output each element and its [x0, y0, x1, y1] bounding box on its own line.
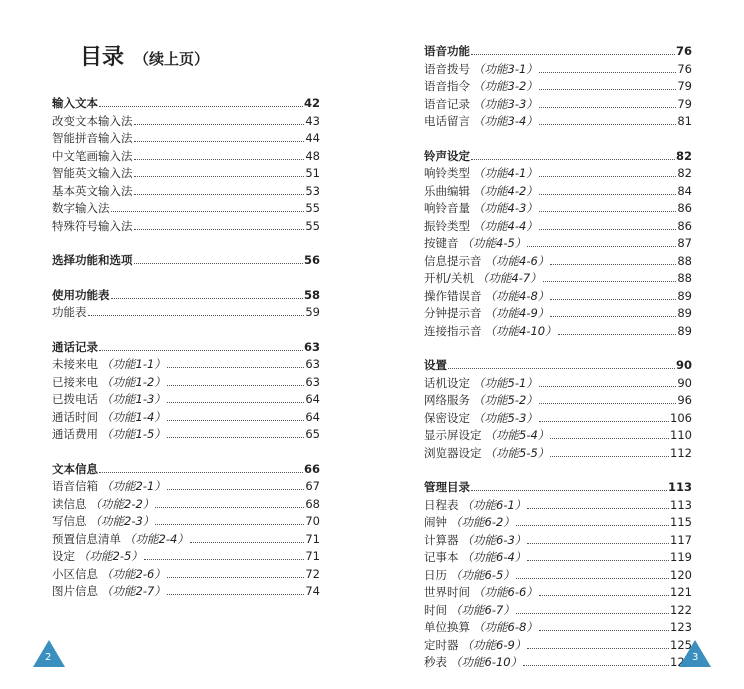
dot-leader: [167, 437, 305, 438]
dot-leader: [134, 141, 305, 142]
page-number: 55: [305, 201, 320, 215]
toc-entry[interactable]: [52, 548, 320, 566]
page-number: 48: [305, 148, 320, 163]
page-number: 86: [677, 201, 692, 215]
entry-title: 功能表: [52, 305, 87, 319]
toc-entry[interactable]: [424, 113, 692, 131]
entry-function-code: （功能5-3）: [473, 410, 538, 425]
dot-leader: [111, 211, 305, 212]
toc-entry[interactable]: [424, 288, 692, 306]
entry-function-code: （功能6-4）: [461, 550, 527, 564]
page-title: [80, 40, 209, 71]
toc-entry[interactable]: [52, 218, 320, 236]
toc-entry[interactable]: [52, 496, 320, 514]
toc-entry[interactable]: [52, 200, 320, 218]
toc-entry[interactable]: [52, 531, 320, 549]
toc-right-column: [424, 43, 692, 689]
entry-function-code: （功能2-3）: [89, 514, 155, 528]
toc-section-heading[interactable]: [52, 461, 320, 479]
toc-entry[interactable]: [424, 445, 692, 463]
entry-function-code: （功能6-9）: [461, 637, 527, 652]
toc-section: [424, 148, 692, 341]
page-number: 74: [305, 584, 320, 598]
entry-function-code: （功能1-2）: [101, 374, 166, 389]
entry-title: 日历: [424, 567, 447, 582]
entry-title: 小区信息: [52, 566, 98, 581]
page-number: 126: [670, 655, 692, 669]
page-number: 72: [305, 566, 320, 581]
dot-leader: [550, 316, 676, 317]
dot-leader: [88, 315, 305, 316]
dot-leader: [190, 542, 305, 543]
toc-section-heading[interactable]: [424, 43, 692, 61]
entry-function-code: （功能4-8）: [484, 288, 550, 303]
toc-section: [52, 461, 320, 601]
toc-entry[interactable]: [424, 497, 692, 515]
dot-leader: [539, 403, 677, 404]
page-number: 87: [677, 236, 692, 250]
title-continued: （续上页）: [134, 50, 210, 68]
page-number: 53: [305, 183, 320, 198]
page-number: 115: [670, 515, 692, 529]
toc-entry[interactable]: [424, 218, 692, 236]
toc-entry[interactable]: [424, 253, 692, 271]
entry-function-code: （功能3-1）: [473, 61, 538, 76]
page-number: 67: [305, 479, 320, 493]
page-number: 88: [677, 271, 692, 285]
entry-function-code: （功能4-5）: [461, 236, 527, 250]
toc-entry[interactable]: [424, 165, 692, 183]
entry-function-code: （功能6-7）: [450, 602, 515, 617]
toc-entry[interactable]: [424, 637, 692, 655]
dot-leader: [516, 613, 669, 614]
toc-entry[interactable]: [424, 305, 692, 323]
toc-section: [424, 43, 692, 131]
entry-title: 信息提示音: [424, 253, 482, 268]
entry-function-code: （功能5-2）: [473, 393, 538, 407]
entry-function-code: （功能1-5）: [101, 427, 166, 441]
page-number: 112: [670, 445, 692, 460]
entry-title: 振铃类型: [424, 218, 470, 233]
entry-title: 定时器: [424, 637, 459, 652]
toc-entry[interactable]: [52, 165, 320, 183]
toc-section: [52, 95, 320, 235]
entry-title: 读信息: [52, 496, 87, 511]
dot-leader: [550, 299, 676, 300]
dot-leader: [539, 630, 669, 631]
page-number: 71: [305, 549, 320, 563]
dot-leader: [111, 298, 303, 299]
page-number: 65: [305, 427, 320, 441]
entry-title: 未接来电: [52, 357, 98, 371]
page-number: 120: [670, 567, 692, 582]
toc-entry[interactable]: [52, 356, 320, 374]
entry-title: 改变文本输入法: [52, 113, 133, 128]
entry-title: 数字输入法: [52, 201, 110, 215]
page-number: 88: [677, 253, 692, 268]
page-number: 44: [305, 131, 320, 145]
entry-function-code: （功能2-1）: [101, 479, 166, 493]
entry-function-code: （功能3-4）: [473, 114, 538, 128]
entry-title: 已接来电: [52, 374, 98, 389]
toc-entry[interactable]: [424, 96, 692, 114]
entry-title: 开机/关机: [424, 271, 474, 285]
dot-leader: [539, 595, 669, 596]
dot-leader: [539, 107, 677, 108]
page-number: 96: [677, 393, 692, 407]
toc-section-heading[interactable]: [424, 479, 692, 497]
entry-title: 话机设定: [424, 375, 470, 390]
entry-title: 智能英文输入法: [52, 166, 133, 180]
entry-title: 连接指示音: [424, 323, 482, 338]
toc-entry[interactable]: [52, 391, 320, 409]
toc-entry[interactable]: [424, 200, 692, 218]
entry-function-code: （功能6-6）: [473, 585, 538, 599]
entry-title: 特殊符号输入法: [52, 218, 133, 233]
page-number: 90: [675, 358, 692, 372]
page-number: 81: [677, 114, 692, 128]
section-title: 设置: [424, 358, 447, 372]
entry-function-code: （功能3-2）: [473, 79, 538, 93]
toc-entry[interactable]: [424, 602, 692, 620]
page-number: 84: [677, 183, 692, 198]
page-number: 66: [303, 461, 320, 476]
page-number: 64: [305, 409, 320, 424]
entry-function-code: （功能6-1）: [461, 497, 527, 512]
entry-title: 网络服务: [424, 393, 470, 407]
entry-title: 记事本: [424, 550, 459, 564]
dot-leader: [167, 367, 305, 368]
dot-leader: [527, 560, 669, 561]
toc-section-heading[interactable]: [52, 339, 320, 357]
toc-section-heading[interactable]: [52, 287, 320, 305]
entry-title: 语音拨号: [424, 61, 470, 76]
toc-entry[interactable]: [52, 583, 320, 601]
page-number: 125: [670, 637, 692, 652]
toc-section-heading[interactable]: [52, 95, 320, 113]
toc-entry[interactable]: [52, 478, 320, 496]
entry-function-code: （功能4-10）: [484, 323, 557, 338]
entry-title: 浏览器设定: [424, 445, 482, 460]
toc-entry[interactable]: [424, 61, 692, 79]
toc-entry[interactable]: [52, 148, 320, 166]
page-number: 89: [677, 288, 692, 303]
entry-title: 写信息: [52, 514, 87, 528]
entry-title: 计算器: [424, 532, 459, 547]
entry-title: 时间: [424, 602, 447, 617]
page-number: 63: [305, 374, 320, 389]
entry-function-code: （功能1-4）: [101, 409, 166, 424]
dot-leader: [539, 176, 677, 177]
dot-leader: [527, 543, 669, 544]
section-title: 通话记录: [52, 339, 98, 354]
dot-leader: [167, 577, 305, 578]
page-number: 119: [670, 550, 692, 564]
page-number: 82: [677, 166, 692, 180]
entry-function-code: （功能5-1）: [473, 375, 538, 390]
page-number: 64: [305, 392, 320, 406]
entry-function-code: （功能6-8）: [473, 620, 538, 634]
dot-leader: [543, 281, 677, 282]
dot-leader: [550, 456, 669, 457]
page-number-right: 3: [692, 652, 699, 663]
toc-entry[interactable]: [424, 78, 692, 96]
toc-entry[interactable]: [424, 392, 692, 410]
entry-function-code: （功能4-6）: [484, 253, 550, 268]
entry-function-code: （功能2-5）: [78, 549, 143, 563]
toc-entry[interactable]: [52, 566, 320, 584]
entry-title: 预置信息清单: [52, 531, 121, 546]
entry-title: 语音指令: [424, 79, 470, 93]
page-number: 122: [670, 602, 692, 617]
dot-leader: [550, 264, 676, 265]
toc-section: [52, 252, 320, 270]
entry-title: 按键音: [424, 236, 459, 250]
dot-leader: [539, 194, 677, 195]
entry-function-code: （功能4-7）: [476, 271, 542, 285]
dot-leader: [167, 402, 305, 403]
entry-function-code: （功能4-3）: [473, 201, 538, 215]
dot-leader: [539, 72, 677, 73]
title-main: 目录: [80, 45, 125, 70]
entry-function-code: （功能4-1）: [473, 166, 538, 180]
page-number: 86: [677, 218, 692, 233]
dot-leader: [448, 368, 675, 369]
dot-leader: [167, 385, 305, 386]
entry-title: 单位换算: [424, 620, 470, 634]
toc-entry[interactable]: [52, 113, 320, 131]
toc-entry[interactable]: [52, 409, 320, 427]
dot-leader: [527, 246, 676, 247]
page-number: 71: [305, 531, 320, 546]
entry-title: 日程表: [424, 497, 459, 512]
dot-leader: [134, 263, 303, 264]
dot-leader: [99, 350, 303, 351]
entry-title: 世界时间: [424, 585, 470, 599]
page-number: 68: [305, 496, 320, 511]
dot-leader: [167, 594, 305, 595]
toc-entry[interactable]: [424, 567, 692, 585]
toc-entry[interactable]: [424, 323, 692, 341]
entry-title: 通话费用: [52, 427, 98, 441]
entry-title: 通话时间: [52, 409, 98, 424]
dot-leader: [539, 124, 677, 125]
dot-leader: [539, 421, 669, 422]
page-number: 76: [677, 61, 692, 76]
entry-function-code: （功能1-3）: [101, 392, 166, 406]
page-number: 121: [670, 585, 692, 599]
entry-function-code: （功能4-9）: [484, 306, 550, 320]
dot-leader: [134, 229, 305, 230]
dot-leader: [144, 559, 305, 560]
page-number: 63: [303, 339, 320, 354]
dot-leader: [558, 334, 677, 335]
toc-entry[interactable]: [52, 374, 320, 392]
dot-leader: [539, 229, 677, 230]
entry-title: 乐曲编辑: [424, 183, 470, 198]
dot-leader: [523, 665, 669, 666]
dot-leader: [516, 525, 669, 526]
dot-leader: [539, 386, 677, 387]
entry-title: 语音记录: [424, 96, 470, 111]
page-number: 82: [675, 148, 692, 163]
entry-title: 设定: [52, 549, 75, 563]
dot-leader: [134, 176, 305, 177]
entry-function-code: （功能5-4）: [484, 428, 550, 442]
dot-leader: [550, 438, 669, 439]
entry-title: 秒表: [424, 655, 447, 669]
entry-function-code: （功能3-3）: [473, 96, 538, 111]
section-title: 管理目录: [424, 480, 470, 494]
dot-leader: [99, 472, 303, 473]
section-title: 铃声设定: [424, 148, 470, 163]
page-number: 70: [305, 514, 320, 528]
dot-leader: [471, 159, 675, 160]
page-number: 123: [670, 620, 692, 634]
page-number: 89: [677, 306, 692, 320]
entry-function-code: （功能6-2）: [450, 515, 515, 529]
entry-title: 闹钟: [424, 515, 447, 529]
dot-leader: [527, 648, 669, 649]
entry-title: 响铃音量: [424, 201, 470, 215]
page-number: 79: [677, 96, 692, 111]
entry-title: 中文笔画输入法: [52, 148, 133, 163]
entry-function-code: （功能4-4）: [473, 218, 538, 233]
page-number: 56: [303, 253, 320, 267]
page-number: 59: [305, 305, 320, 319]
entry-function-code: （功能2-6）: [101, 566, 166, 581]
entry-title: 图片信息: [52, 584, 98, 598]
dot-leader: [539, 211, 677, 212]
toc-entry[interactable]: [52, 304, 320, 322]
toc-entry[interactable]: [52, 513, 320, 531]
toc-entry[interactable]: [424, 427, 692, 445]
page-number: 113: [667, 480, 692, 494]
entry-title: 智能拼音输入法: [52, 131, 133, 145]
page-number: 117: [670, 532, 692, 547]
toc-entry[interactable]: [52, 130, 320, 148]
page-number: 89: [677, 323, 692, 338]
dot-leader: [134, 124, 305, 125]
entry-title: 显示屏设定: [424, 428, 482, 442]
toc-section: [424, 357, 692, 462]
entry-function-code: （功能2-4）: [124, 531, 189, 546]
toc-entry[interactable]: [424, 619, 692, 637]
page-number: 55: [305, 218, 320, 233]
toc-entry[interactable]: [424, 549, 692, 567]
entry-function-code: （功能4-2）: [473, 183, 538, 198]
page-number: 63: [305, 357, 320, 371]
toc-entry[interactable]: [424, 235, 692, 253]
toc-section: [424, 479, 692, 672]
entry-function-code: （功能5-5）: [484, 445, 550, 460]
dot-leader: [167, 489, 305, 490]
toc-section: [52, 339, 320, 444]
toc-entry[interactable]: [424, 584, 692, 602]
page-number: 43: [305, 113, 320, 128]
page-number: 42: [303, 96, 320, 110]
page-number: 90: [677, 375, 692, 390]
entry-function-code: （功能2-2）: [89, 496, 155, 511]
dot-leader: [134, 159, 305, 160]
entry-title: 响铃类型: [424, 166, 470, 180]
entry-title: 操作错误音: [424, 288, 482, 303]
section-title: 选择功能和选项: [52, 253, 133, 267]
toc-entry[interactable]: [52, 426, 320, 444]
toc-entry[interactable]: [424, 410, 692, 428]
toc-left-column: [52, 95, 320, 618]
entry-title: 已拨电话: [52, 392, 98, 406]
section-title: 使用功能表: [52, 287, 110, 302]
dot-leader: [167, 420, 305, 421]
dot-leader: [471, 54, 675, 55]
toc-entry[interactable]: [424, 532, 692, 550]
dot-leader: [155, 507, 304, 508]
page-number: 110: [670, 428, 692, 442]
toc-entry[interactable]: [424, 375, 692, 393]
toc-section-heading[interactable]: [424, 357, 692, 375]
section-title: 文本信息: [52, 461, 98, 476]
dot-leader: [134, 194, 305, 195]
entry-title: 电话留言: [424, 114, 470, 128]
entry-function-code: （功能6-5）: [450, 567, 515, 582]
dot-leader: [516, 578, 669, 579]
entry-title: 分钟提示音: [424, 306, 482, 320]
page-number: 79: [677, 79, 692, 93]
page-number: 76: [675, 44, 692, 58]
toc-entry[interactable]: [424, 514, 692, 532]
toc-section: [52, 287, 320, 322]
toc-entry[interactable]: [424, 654, 692, 672]
toc-section-heading[interactable]: [52, 252, 320, 270]
entry-function-code: （功能6-3）: [461, 532, 527, 547]
entry-title: 保密设定: [424, 410, 470, 425]
entry-title: 语音信箱: [52, 479, 98, 493]
toc-entry[interactable]: [424, 270, 692, 288]
toc-entry[interactable]: [424, 183, 692, 201]
toc-section-heading[interactable]: [424, 148, 692, 166]
entry-function-code: （功能1-1）: [101, 357, 166, 371]
page-number: 51: [305, 166, 320, 180]
page-number-left: 2: [45, 652, 52, 663]
entry-function-code: （功能6-10）: [450, 655, 523, 669]
page-number: 106: [670, 410, 692, 425]
section-title: 语音功能: [424, 44, 470, 58]
page-number: 58: [303, 287, 320, 302]
dot-leader: [99, 106, 303, 107]
entry-title: 基本英文输入法: [52, 183, 133, 198]
dot-leader: [539, 89, 677, 90]
dot-leader: [155, 524, 304, 525]
dot-leader: [471, 490, 667, 491]
dot-leader: [527, 508, 669, 509]
toc-entry[interactable]: [52, 183, 320, 201]
page-number: 113: [670, 497, 692, 512]
section-title: 输入文本: [52, 96, 98, 110]
entry-function-code: （功能2-7）: [101, 584, 166, 598]
